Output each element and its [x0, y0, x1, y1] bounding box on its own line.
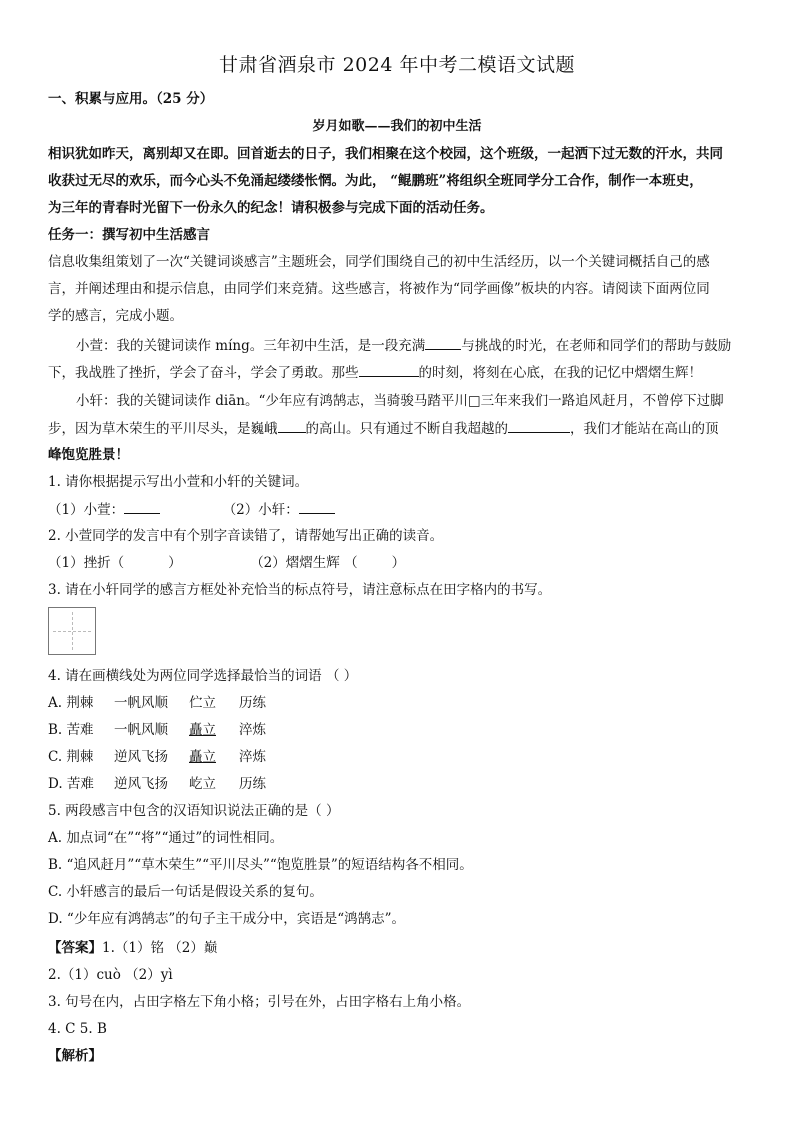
- question-3: 3. 请在小轩同学的感言方框处补充恰当的标点符号，请注意标点在田字格内的书写。: [48, 582, 552, 598]
- question-2-parts: [48, 554, 748, 572]
- tianzi-grid-box[interactable]: [48, 607, 96, 655]
- question-4: 4. 请在画横线处为两位同学选择最恰当的词语 （ ）: [48, 668, 358, 684]
- section-heading: 一、积累与应用。（25 分）: [48, 91, 214, 107]
- option-word: 伫立: [189, 695, 216, 711]
- question-2-part-a: （1）挫折（: [48, 555, 125, 571]
- option-word: 屹立: [189, 776, 216, 792]
- option-word: 一帆风顺: [114, 695, 168, 711]
- question-1: 1. 请你根据提示写出小萱和小轩的关键词。: [48, 474, 309, 490]
- fill-blank: [278, 419, 306, 433]
- answer-line-4: 4. C 5. B: [48, 1021, 107, 1037]
- task-desc-line-2: 言，并阐述理由和提示信息，由同学们来竞猜。这些感言，将被作为“同学画像”板块的内容。请阅读下面两位同: [48, 281, 710, 297]
- fill-blank: [425, 336, 461, 350]
- xiaoxuan-text: 下，我战胜了挫折，学会了奋斗，学会了勇敢。那些: [48, 365, 359, 381]
- question-4-option-c: [48, 748, 748, 766]
- paren-close: ）: [391, 555, 406, 571]
- question-5: 5. 两段感言中包含的汉语知识说法正确的是（ ）: [48, 803, 340, 819]
- xiaoxuan-text: 的时刻，将刻在心底，在我的记忆中熠熠生辉！: [418, 365, 702, 381]
- answer-blank[interactable]: [124, 500, 160, 514]
- option-word: 淬炼: [239, 722, 266, 738]
- option-word: 淬炼: [239, 749, 266, 765]
- option-word: 历练: [239, 776, 266, 792]
- option-word: 逆风飞扬: [114, 749, 168, 765]
- question-2: 2. 小萱同学的发言中有个别字音读错了，请帮她写出正确的读音。: [48, 528, 444, 544]
- question-5-option-d: D. “少年应有鸿鹄志”的句子主干成分中，宾语是“鸿鹄志”。: [48, 911, 406, 927]
- option-word: 历练: [239, 695, 266, 711]
- answer-blank[interactable]: [299, 500, 335, 514]
- option-word: C. 荆棘: [48, 749, 94, 765]
- xiaoxuan2-speech-line-1: 小轩：我的关键词读作 diān。“少年应有鸿鹄志，当骑骏马踏平川□三年来我们一路追风赶月，不曾停下过脚: [76, 393, 724, 409]
- answer-line-3: 3. 句号在内，占田字格左下角小格；引号在外，占田字格右上角小格。: [48, 994, 471, 1010]
- answer-text: 1.（1）铭 （2）巅: [102, 940, 218, 956]
- answer-line-1: [48, 939, 748, 957]
- paren-close: ）: [168, 555, 182, 571]
- question-4-option-d: [48, 775, 748, 793]
- xiaoxuan2-speech-line-2: [48, 419, 748, 438]
- intro-line-2: 收获过无尽的欢乐，而今心头不免涌起缕缕怅惘。为此， “鲲鹏班”将组织全班同学分工合作，制作一本班史，: [48, 173, 703, 189]
- question-5-option-a: A. 加点词“在”“将”“通过”的词性相同。: [48, 830, 284, 846]
- question-4-option-a: [48, 694, 748, 712]
- option-word: A. 荆棘: [48, 695, 94, 711]
- grid-guide: [72, 612, 73, 650]
- question-1-part-a: （1）小萱：: [48, 502, 125, 518]
- question-5-option-b: B. “追风赶月”“草木荣生”“平川尽头”“饱览胜景”的短语结构各不相同。: [48, 857, 473, 873]
- analysis-label: 【解析】: [48, 1048, 102, 1064]
- xiaoxuan2-speech-line-3: 峰饱览胜景！: [48, 447, 129, 463]
- intro-line-1: 相识犹如昨天，离别却又在即。回首逝去的日子，我们相聚在这个校园，这个班级，一起洒下过无数的汗水，共同: [48, 146, 723, 162]
- xiaoxuan2-text: ，我们才能站在高山的顶: [570, 421, 719, 437]
- option-word: D. 苦难: [48, 776, 94, 792]
- task-heading: 任务一：撰写初中生活感言: [48, 227, 210, 243]
- xiaoxuan-text: 与挑战的时光，在老师和同学们的帮助与鼓励: [461, 338, 732, 354]
- option-word: 一帆风顺: [114, 722, 168, 738]
- task-desc-line-1: 信息收集组策划了一次“关键词谈感言”主题班会，同学们围绕自己的初中生活经历，以一个关键词概括自己的感: [48, 254, 710, 270]
- option-word: 矗立: [189, 722, 216, 738]
- answer-label: 【答案】: [48, 940, 102, 956]
- xiaoxuan-speech-line-2: [48, 363, 748, 382]
- intro-line-3: 为三年的青春时光留下一份永久的纪念！请积极参与完成下面的活动任务。: [48, 200, 494, 216]
- question-1-parts: [48, 500, 748, 519]
- xiaoxuan2-text: 步，因为草木荣生的平川尽头，是巍峨: [48, 421, 278, 437]
- xiaoxuan-text: 小萱：我的关键词读作 míng。三年初中生活，是一段充满: [76, 338, 426, 354]
- option-word: 逆风飞扬: [114, 776, 168, 792]
- xiaoxuan-speech-line-1: [48, 336, 748, 355]
- question-1-part-b: （2）小轩：: [222, 502, 299, 518]
- page-title: 甘肃省酒泉市 2024 年中考二模语文试题: [219, 54, 575, 76]
- passage-subtitle: 岁月如歌——我们的初中生活: [312, 119, 482, 134]
- xiaoxuan2-text: 的高山。只有通过不断自我超越的: [305, 421, 508, 437]
- fill-blank: [359, 363, 419, 377]
- task-desc-line-3: 学的感言，完成小题。: [48, 308, 183, 324]
- answer-line-2: 2.（1）cuò （2）yì: [48, 967, 173, 983]
- option-word: 矗立: [189, 749, 216, 765]
- question-5-option-c: C. 小轩感言的最后一句话是假设关系的复句。: [48, 884, 323, 900]
- option-word: B. 苦难: [48, 722, 94, 738]
- question-4-option-b: [48, 721, 748, 739]
- fill-blank: [508, 419, 570, 433]
- question-2-part-b: （2）熠熠生辉 （: [250, 555, 358, 571]
